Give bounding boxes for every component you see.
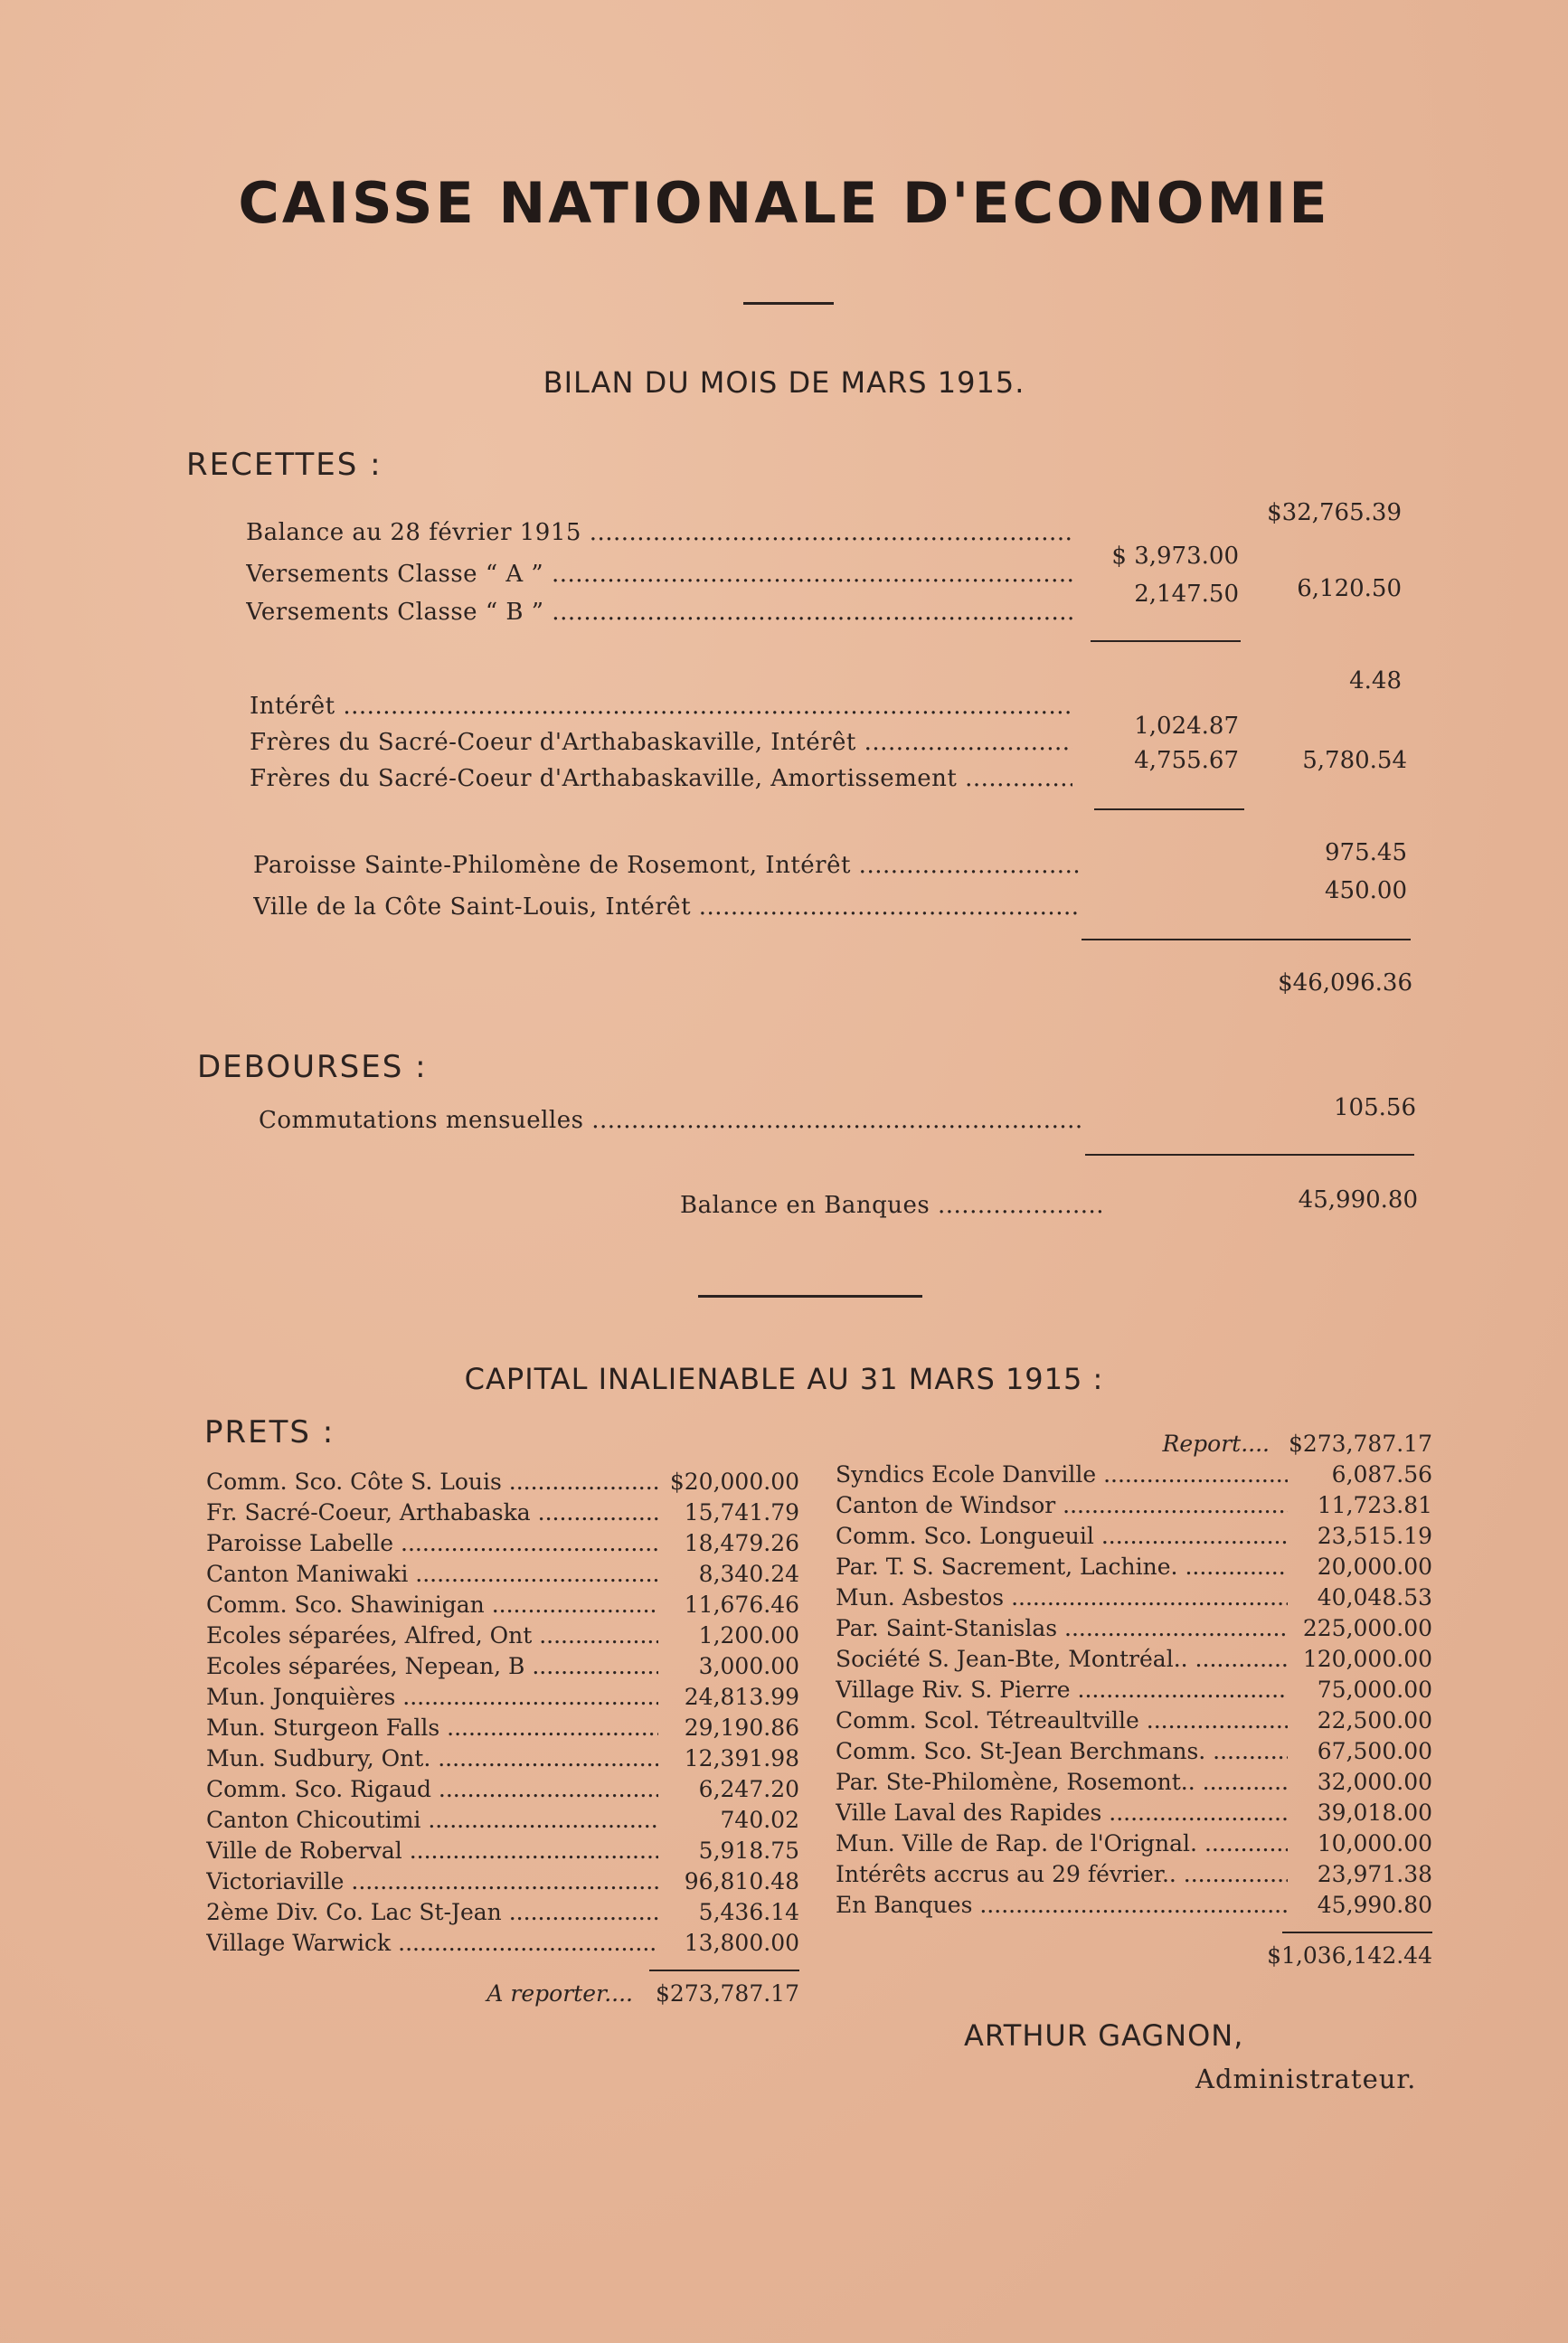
debourses-rule: [1085, 1154, 1414, 1156]
pret-row: [836, 1767, 1432, 1798]
pret-amount: 1,200.00: [698, 1622, 799, 1649]
pret-row: [206, 1559, 799, 1590]
pret-name: Ecoles séparées, Nepean, B .....: [206, 1651, 658, 1682]
right-total-rule: [1282, 1932, 1432, 1933]
pret-name: Victoriaville .....: [206, 1866, 658, 1897]
freres-interet-amount: 1,024.87: [1134, 713, 1239, 740]
balance-banques-amount: 45,990.80: [1298, 1186, 1418, 1214]
interet-amount: 4.48: [1349, 667, 1402, 694]
report-amount: $273,787.17: [1288, 1431, 1432, 1457]
pret-amount: 6,087.56: [1331, 1461, 1432, 1488]
a-reporter-amount: $273,787.17: [655, 1980, 799, 2007]
ville-amount: 450.00: [1325, 877, 1407, 904]
pret-name: 2ème Div. Co. Lac St-Jean .....: [206, 1897, 658, 1928]
pret-amount: 67,500.00: [1317, 1738, 1432, 1764]
pret-amount: 11,723.81: [1317, 1492, 1432, 1518]
recettes-label: RECETTES :: [186, 447, 383, 483]
pret-amount: 3,000.00: [698, 1653, 799, 1679]
pret-row: [836, 1521, 1432, 1552]
pret-row: [206, 1713, 799, 1743]
left-total-rule: [649, 1970, 799, 1971]
pret-row: [206, 1497, 799, 1528]
pret-name: Village Warwick .....: [206, 1928, 658, 1959]
pret-amount: $20,000.00: [669, 1469, 799, 1495]
pret-amount: 23,515.19: [1317, 1523, 1432, 1549]
pret-amount: 10,000.00: [1317, 1830, 1432, 1856]
pret-row: [206, 1467, 799, 1497]
pret-amount: 45,990.80: [1317, 1892, 1432, 1918]
pret-name: Comm. Scol. Tétreaultville .....: [836, 1705, 1288, 1736]
section-divider-rule: [698, 1295, 922, 1298]
pret-name: Mun. Ville de Rap. de l'Orignal. .....: [836, 1828, 1288, 1859]
pret-amount: 13,800.00: [684, 1930, 799, 1956]
pret-amount: 740.02: [720, 1807, 799, 1833]
pret-row: [836, 1460, 1432, 1490]
pret-row: [206, 1928, 799, 1959]
pret-amount: 11,676.46: [684, 1592, 799, 1618]
pret-amount: 18,479.26: [684, 1530, 799, 1556]
pret-name: Mun. Jonquières .....: [206, 1682, 658, 1713]
pret-name: Intérêts accrus au 29 février.. .....: [836, 1859, 1288, 1890]
pret-name: Mun. Asbestos .....: [836, 1582, 1288, 1613]
pret-name: Canton de Windsor .....: [836, 1490, 1288, 1521]
freres-interet-label: Frères du Sacré-Coeur d'Arthabaskaville, Intérêt .....: [250, 729, 1072, 756]
pret-name: Canton Maniwaki .....: [206, 1559, 658, 1590]
pret-name: Mun. Sudbury, Ont. .....: [206, 1743, 658, 1774]
prets-left-column: [206, 1467, 799, 2009]
pret-row: [206, 1897, 799, 1928]
title-rule: [743, 302, 834, 305]
prets-right-column: [836, 1429, 1432, 1971]
pret-row: [836, 1798, 1432, 1828]
pret-name: Ville de Roberval .....: [206, 1836, 658, 1866]
signatory-name: ARTHUR GAGNON,: [964, 2018, 1244, 2053]
pret-row: [206, 1836, 799, 1866]
pret-name: Par. T. S. Sacrement, Lachine. .....: [836, 1552, 1288, 1582]
pret-amount: 12,391.98: [684, 1745, 799, 1771]
pret-amount: 5,436.14: [698, 1899, 799, 1925]
pret-row: [836, 1705, 1432, 1736]
pret-amount: 39,018.00: [1317, 1800, 1432, 1826]
pret-row: [206, 1743, 799, 1774]
pret-amount: 40,048.53: [1317, 1584, 1432, 1611]
pret-row: [836, 1490, 1432, 1521]
capital-grand-total: $1,036,142.44: [1267, 1942, 1432, 1969]
pret-name: Canton Chicoutimi .....: [206, 1805, 658, 1836]
pret-name: Comm. Sco. Côte S. Louis .....: [206, 1467, 658, 1497]
pret-row: [836, 1582, 1432, 1613]
pret-amount: 22,500.00: [1317, 1707, 1432, 1734]
pret-row: [836, 1552, 1432, 1582]
pret-row: [836, 1644, 1432, 1675]
commutations-amount: 105.56: [1334, 1094, 1416, 1121]
pret-row: [836, 1859, 1432, 1890]
a-reporter-label: A reporter....: [486, 1980, 633, 2007]
balance-banques-label: Balance en Banques .....: [680, 1192, 1101, 1219]
pret-name: Ecoles séparées, Alfred, Ont .....: [206, 1620, 658, 1651]
document-title: CAISSE NATIONALE D'ECONOMIE: [238, 170, 1330, 236]
paroisse-amount: 975.45: [1325, 839, 1407, 866]
pret-amount: 15,741.79: [684, 1499, 799, 1526]
pret-row: [206, 1682, 799, 1713]
interet-label: Intérêt .....: [250, 693, 1072, 720]
pret-row: [836, 1828, 1432, 1859]
commutations-label: Commutations mensuelles .....: [259, 1107, 1082, 1134]
capital-total-row: [836, 1941, 1432, 1971]
paroisse-label: Paroisse Sainte-Philomène de Rosemont, Intérêt .....: [253, 852, 1080, 879]
pret-amount: 20,000.00: [1317, 1554, 1432, 1580]
report-label: Report....: [1162, 1431, 1270, 1457]
a-reporter-row: [206, 1979, 799, 2009]
freres-rule: [1094, 808, 1244, 810]
pret-amount: 225,000.00: [1302, 1615, 1432, 1641]
pret-amount: 32,000.00: [1317, 1769, 1432, 1795]
freres-amort-label: Frères du Sacré-Coeur d'Arthabaskaville, Amortissement .....: [250, 765, 1072, 792]
prets-label: PRETS :: [204, 1414, 335, 1450]
versement-b-amount: 2,147.50: [1134, 581, 1239, 608]
pret-name: Société S. Jean-Bte, Montréal.. .....: [836, 1644, 1288, 1675]
pret-name: Mun. Sturgeon Falls .....: [206, 1713, 658, 1743]
pret-amount: 75,000.00: [1317, 1677, 1432, 1703]
pret-row: [206, 1528, 799, 1559]
pret-row: [836, 1736, 1432, 1767]
pret-name: Comm. Sco. Rigaud .....: [206, 1774, 658, 1805]
pret-name: Par. Saint-Stanislas .....: [836, 1613, 1288, 1644]
bilan-heading: BILAN DU MOIS DE MARS 1915.: [543, 365, 1025, 400]
balance-label: Balance au 28 février 1915 .....: [246, 519, 1072, 546]
pret-row: [206, 1620, 799, 1651]
pret-amount: 6,247.20: [698, 1776, 799, 1802]
recettes-total-rule: [1082, 939, 1411, 940]
versements-total: 6,120.50: [1297, 575, 1402, 602]
pret-amount: 29,190.86: [684, 1715, 799, 1741]
pret-row: [836, 1613, 1432, 1644]
signatory-title: Administrateur.: [1195, 2064, 1417, 2094]
pret-row: [836, 1890, 1432, 1921]
pret-row: [206, 1805, 799, 1836]
pret-name: Paroisse Labelle .....: [206, 1528, 658, 1559]
freres-amort-amount: 4,755.67: [1134, 747, 1239, 774]
pret-name: Syndics Ecole Danville .....: [836, 1460, 1288, 1490]
pret-name: Comm. Sco. St-Jean Berchmans. .....: [836, 1736, 1288, 1767]
pret-name: En Banques .....: [836, 1890, 1288, 1921]
report-row: [836, 1429, 1432, 1460]
pret-name: Village Riv. S. Pierre .....: [836, 1675, 1288, 1705]
pret-amount: 23,971.38: [1317, 1861, 1432, 1887]
versement-a-amount: $ 3,973.00: [1111, 543, 1239, 570]
pret-name: Comm. Sco. Longueuil .....: [836, 1521, 1288, 1552]
pret-amount: 120,000.00: [1302, 1646, 1432, 1672]
pret-row: [206, 1651, 799, 1682]
pret-name: Comm. Sco. Shawinigan .....: [206, 1590, 658, 1620]
ville-label: Ville de la Côte Saint-Louis, Intérêt .....: [253, 893, 1080, 921]
freres-total: 5,780.54: [1302, 747, 1407, 774]
pret-row: [836, 1675, 1432, 1705]
pret-row: [206, 1774, 799, 1805]
recettes-grand-total: $46,096.36: [1278, 969, 1412, 997]
pret-name: Fr. Sacré-Coeur, Arthabaska .....: [206, 1497, 658, 1528]
pret-name: Ville Laval des Rapides .....: [836, 1798, 1288, 1828]
pret-row: [206, 1590, 799, 1620]
pret-row: [206, 1866, 799, 1897]
balance-amount: $32,765.39: [1267, 499, 1402, 526]
pret-amount: 24,813.99: [684, 1684, 799, 1710]
debourses-label: DEBOURSES :: [197, 1049, 428, 1085]
versements-rule: [1091, 640, 1241, 642]
pret-amount: 96,810.48: [684, 1868, 799, 1894]
pret-amount: 5,918.75: [698, 1838, 799, 1864]
versement-b-label: Versements Classe “ B ” .....: [246, 599, 1072, 626]
pret-name: Par. Ste-Philomène, Rosemont.. .....: [836, 1767, 1288, 1798]
capital-heading: CAPITAL INALIENABLE AU 31 MARS 1915 :: [464, 1362, 1104, 1396]
versement-a-label: Versements Classe “ A ” .....: [246, 561, 1072, 588]
pret-amount: 8,340.24: [698, 1561, 799, 1587]
